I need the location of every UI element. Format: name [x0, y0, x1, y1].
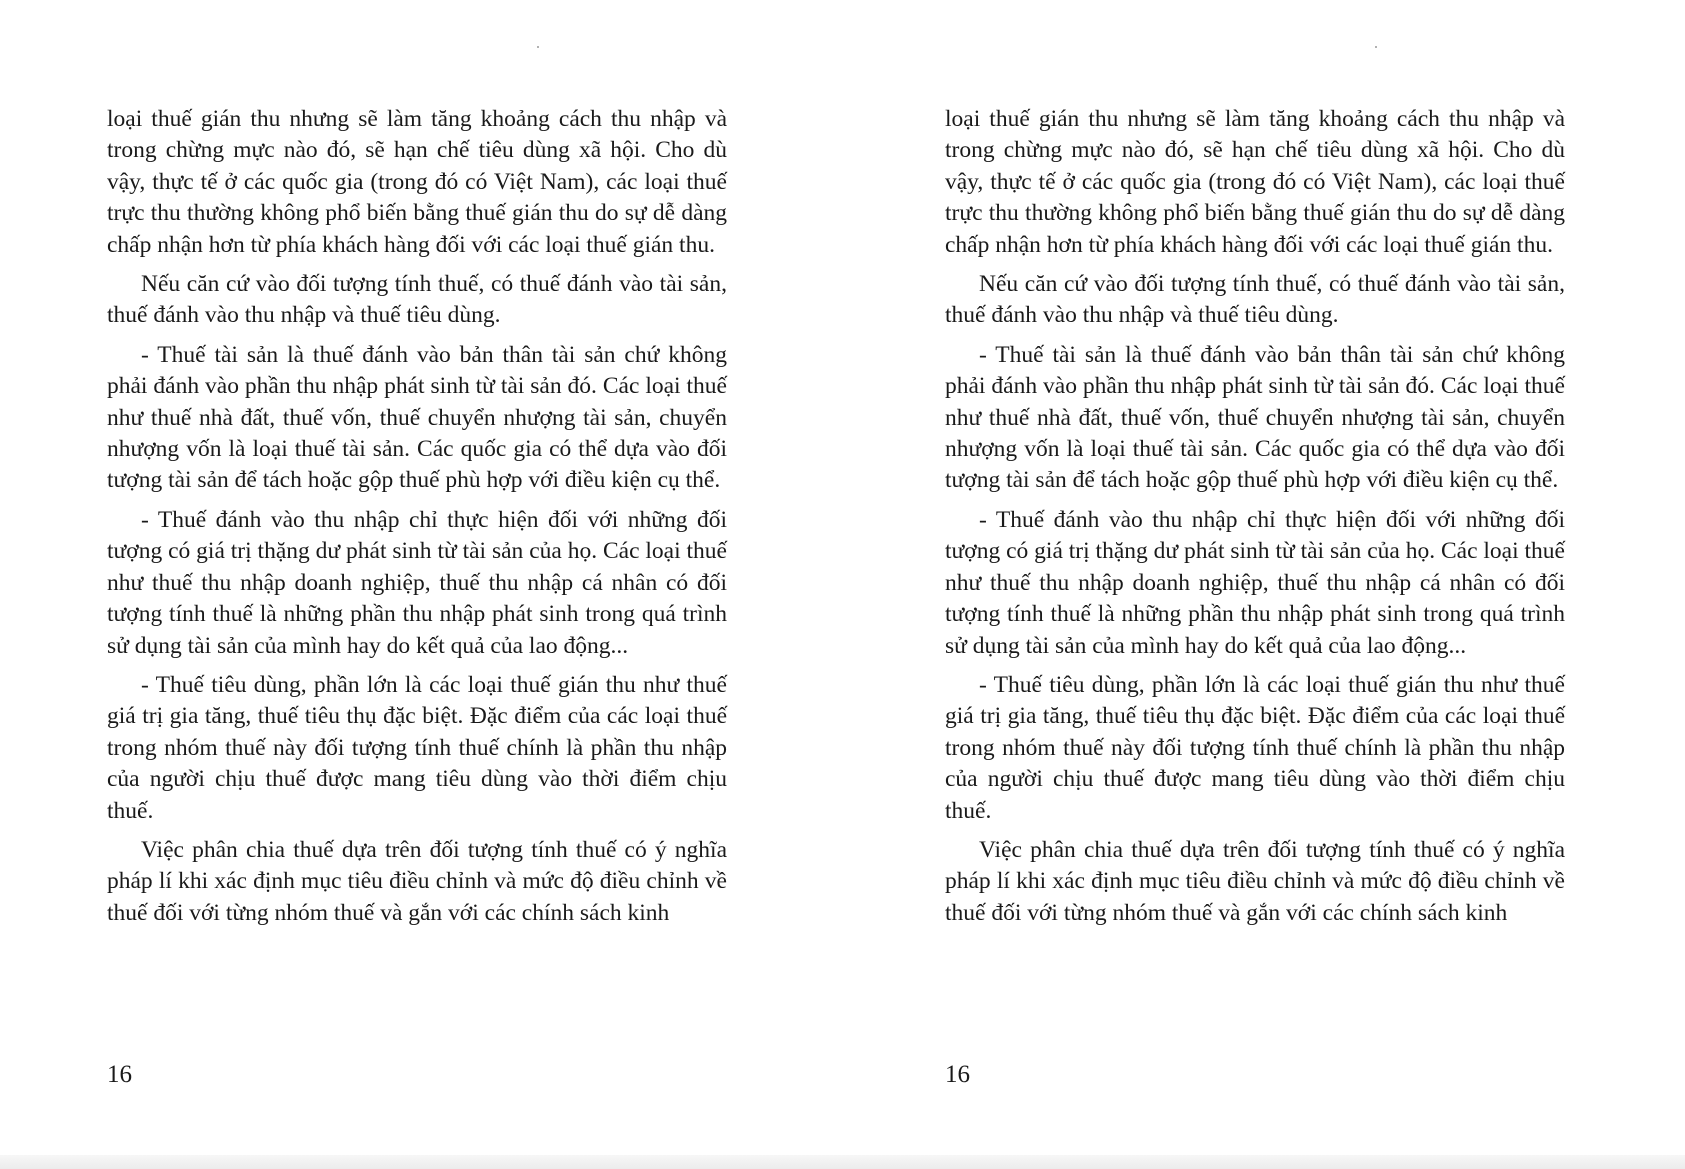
paragraph-1: loại thuế gián thu nhưng sẽ làm tăng khoảng cách thu nhập và trong chừng mực nào đó, sẽ hạn chế tiêu dùng xã hội. Cho dù vậy, thực tế ở các quốc gia (trong đó có Việt Nam), các loại thuế trực thu thường không phổ biến bằng thuế gián thu do sự dễ dàng chấp nhận hơn từ phía khách hàng đối với các loại thuế gián thu.	[945, 106, 1565, 258]
page-number: 16	[945, 1061, 970, 1088]
paragraph-1: loại thuế gián thu nhưng sẽ làm tăng khoảng cách thu nhập và trong chừng mực nào đó, sẽ hạn chế tiêu dùng xã hội. Cho dù vậy, thực tế ở các quốc gia (trong đó có Việt Nam), các loại thuế trực thu thường không phổ biến bằng thuế gián thu do sự dễ dàng chấp nhận hơn từ phía khách hàng đối với các loại thuế gián thu.	[107, 106, 727, 258]
scan-speck	[537, 46, 539, 48]
left-page	[107, 104, 727, 1104]
right-page	[945, 104, 1565, 1104]
scan-speck	[1375, 46, 1377, 48]
paragraph-4: - Thuế đánh vào thu nhập chỉ thực hiện đối với những đối tượng có giá trị thặng dư phát sinh từ tài sản của họ. Các loại thuế như thuế thu nhập doanh nghiệp, thuế thu nhập cá nhân có đối tượng tính thuế là những phần thu nhập phát sinh trong quá trình sử dụng tài sản của mình hay do kết quả của lao động...	[107, 506, 727, 659]
paragraph-6: Việc phân chia thuế dựa trên đối tượng tính thuế có ý nghĩa pháp lí khi xác định mục tiêu điều chỉnh và mức độ điều chỉnh về thuế đối với từng nhóm thuế và gắn với các chính sách kinh	[107, 836, 727, 926]
paragraph-3: - Thuế tài sản là thuế đánh vào bản thân tài sản chứ không phải đánh vào phần thu nhập phát sinh từ tài sản đó. Các loại thuế như thuế nhà đất, thuế vốn, thuế chuyển nhượng tài sản, chuyển nhượng vốn là loại thuế tài sản. Các quốc gia có thể dựa vào đối tượng tài sản để tách hoặc gộp thuế phù hợp với điều kiện cụ thể.	[945, 341, 1565, 494]
scan-bottom-edge	[0, 1155, 1685, 1169]
paragraph-5: - Thuế tiêu dùng, phần lớn là các loại thuế gián thu như thuế giá trị gia tăng, thuế tiêu thụ đặc biệt. Đặc điểm của các loại thuế trong nhóm thuế này đối tượng tính thuế chính là phần thu nhập của người chịu thuế được mang tiêu dùng vào thời điểm chịu thuế.	[945, 671, 1565, 824]
paragraph-2: Nếu căn cứ vào đối tượng tính thuế, có thuế đánh vào tài sản, thuế đánh vào thu nhập và thuế tiêu dùng.	[107, 271, 727, 329]
paragraph-2: Nếu căn cứ vào đối tượng tính thuế, có thuế đánh vào tài sản, thuế đánh vào thu nhập và thuế tiêu dùng.	[945, 271, 1565, 329]
paragraph-3: - Thuế tài sản là thuế đánh vào bản thân tài sản chứ không phải đánh vào phần thu nhập phát sinh từ tài sản đó. Các loại thuế như thuế nhà đất, thuế vốn, thuế chuyển nhượng tài sản, chuyển nhượng vốn là loại thuế tài sản. Các quốc gia có thể dựa vào đối tượng tài sản để tách hoặc gộp thuế phù hợp với điều kiện cụ thể.	[107, 341, 727, 494]
paragraph-6: Việc phân chia thuế dựa trên đối tượng tính thuế có ý nghĩa pháp lí khi xác định mục tiêu điều chỉnh và mức độ điều chỉnh về thuế đối với từng nhóm thuế và gắn với các chính sách kinh	[945, 836, 1565, 926]
paragraph-4: - Thuế đánh vào thu nhập chỉ thực hiện đối với những đối tượng có giá trị thặng dư phát sinh từ tài sản của họ. Các loại thuế như thuế thu nhập doanh nghiệp, thuế thu nhập cá nhân có đối tượng tính thuế là những phần thu nhập phát sinh trong quá trình sử dụng tài sản của mình hay do kết quả của lao động...	[945, 506, 1565, 659]
page-number: 16	[107, 1061, 132, 1088]
paragraph-5: - Thuế tiêu dùng, phần lớn là các loại thuế gián thu như thuế giá trị gia tăng, thuế tiêu thụ đặc biệt. Đặc điểm của các loại thuế trong nhóm thuế này đối tượng tính thuế chính là phần thu nhập của người chịu thuế được mang tiêu dùng vào thời điểm chịu thuế.	[107, 671, 727, 824]
